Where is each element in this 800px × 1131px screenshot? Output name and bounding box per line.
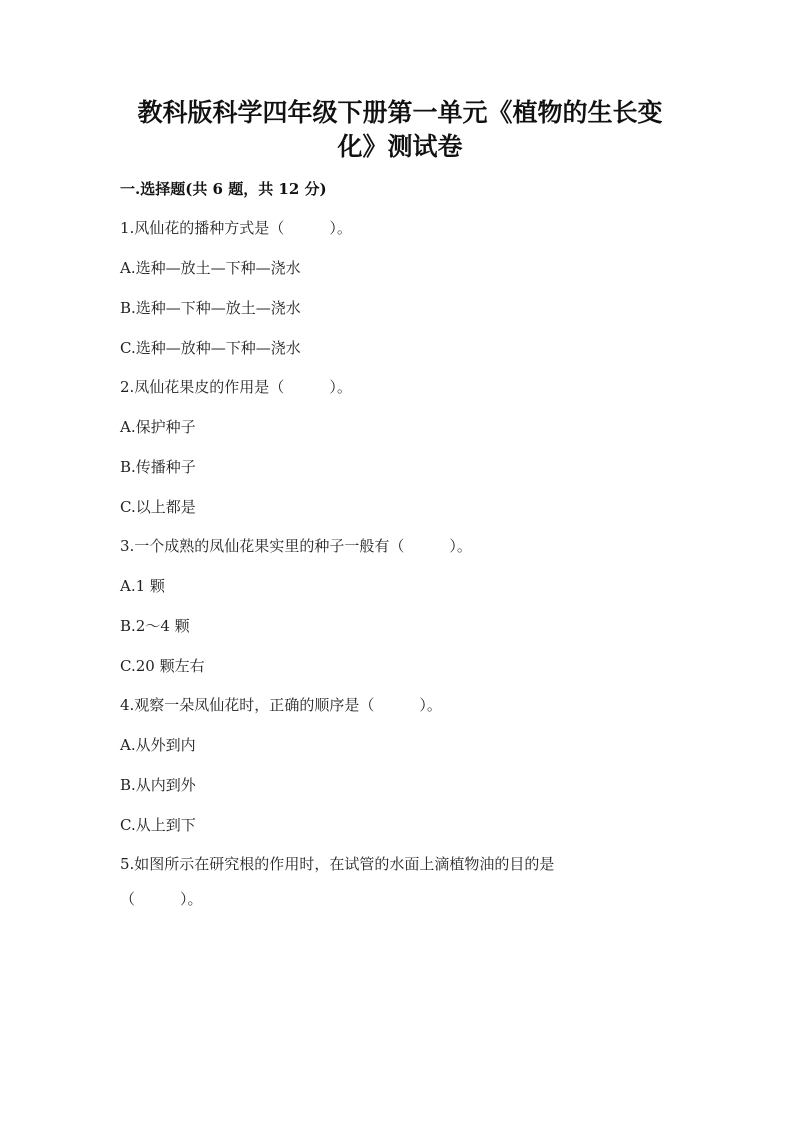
- question-1-option-b: B.选种—下种—放土—浇水: [120, 299, 301, 317]
- question-4-option-b: B.从内到外: [120, 776, 196, 794]
- page-title-line-1: 教科版科学四年级下册第一单元《植物的生长变: [137, 98, 663, 127]
- question-4-option-c: C.从上到下: [120, 816, 196, 834]
- question-3-option-c: C.20 颗左右: [120, 657, 205, 675]
- question-2-option-c: C.以上都是: [120, 498, 196, 516]
- question-1-option-c: C.选种—放种—下种—浇水: [120, 339, 301, 357]
- question-2-stem: 2.凤仙花果皮的作用是（ ）。: [120, 378, 352, 396]
- question-3-option-b: B.2～4 颗: [120, 617, 190, 635]
- question-2-option-b: B.传播种子: [120, 458, 196, 476]
- question-2-option-a: A.保护种子: [120, 418, 196, 436]
- question-4-option-a: A.从外到内: [120, 736, 196, 754]
- section-heading: 一.选择题(共 6 题，共 12 分): [120, 180, 327, 198]
- question-5-stem-continued: （ ）。: [120, 890, 203, 908]
- question-4-stem: 4.观察一朵凤仙花时，正确的顺序是（ ）。: [120, 696, 442, 714]
- question-5-stem: 5.如图所示在研究根的作用时，在试管的水面上滴植物油的目的是: [120, 855, 555, 873]
- page-title-line-2: 化》测试卷: [337, 132, 463, 161]
- question-3-stem: 3.一个成熟的凤仙花果实里的种子一般有（ ）。: [120, 537, 472, 555]
- question-1-stem: 1.风仙花的播种方式是（ ）。: [120, 219, 352, 237]
- question-3-option-a: A.1 颗: [120, 577, 165, 595]
- question-1-option-a: A.选种—放土—下种—浇水: [120, 259, 301, 277]
